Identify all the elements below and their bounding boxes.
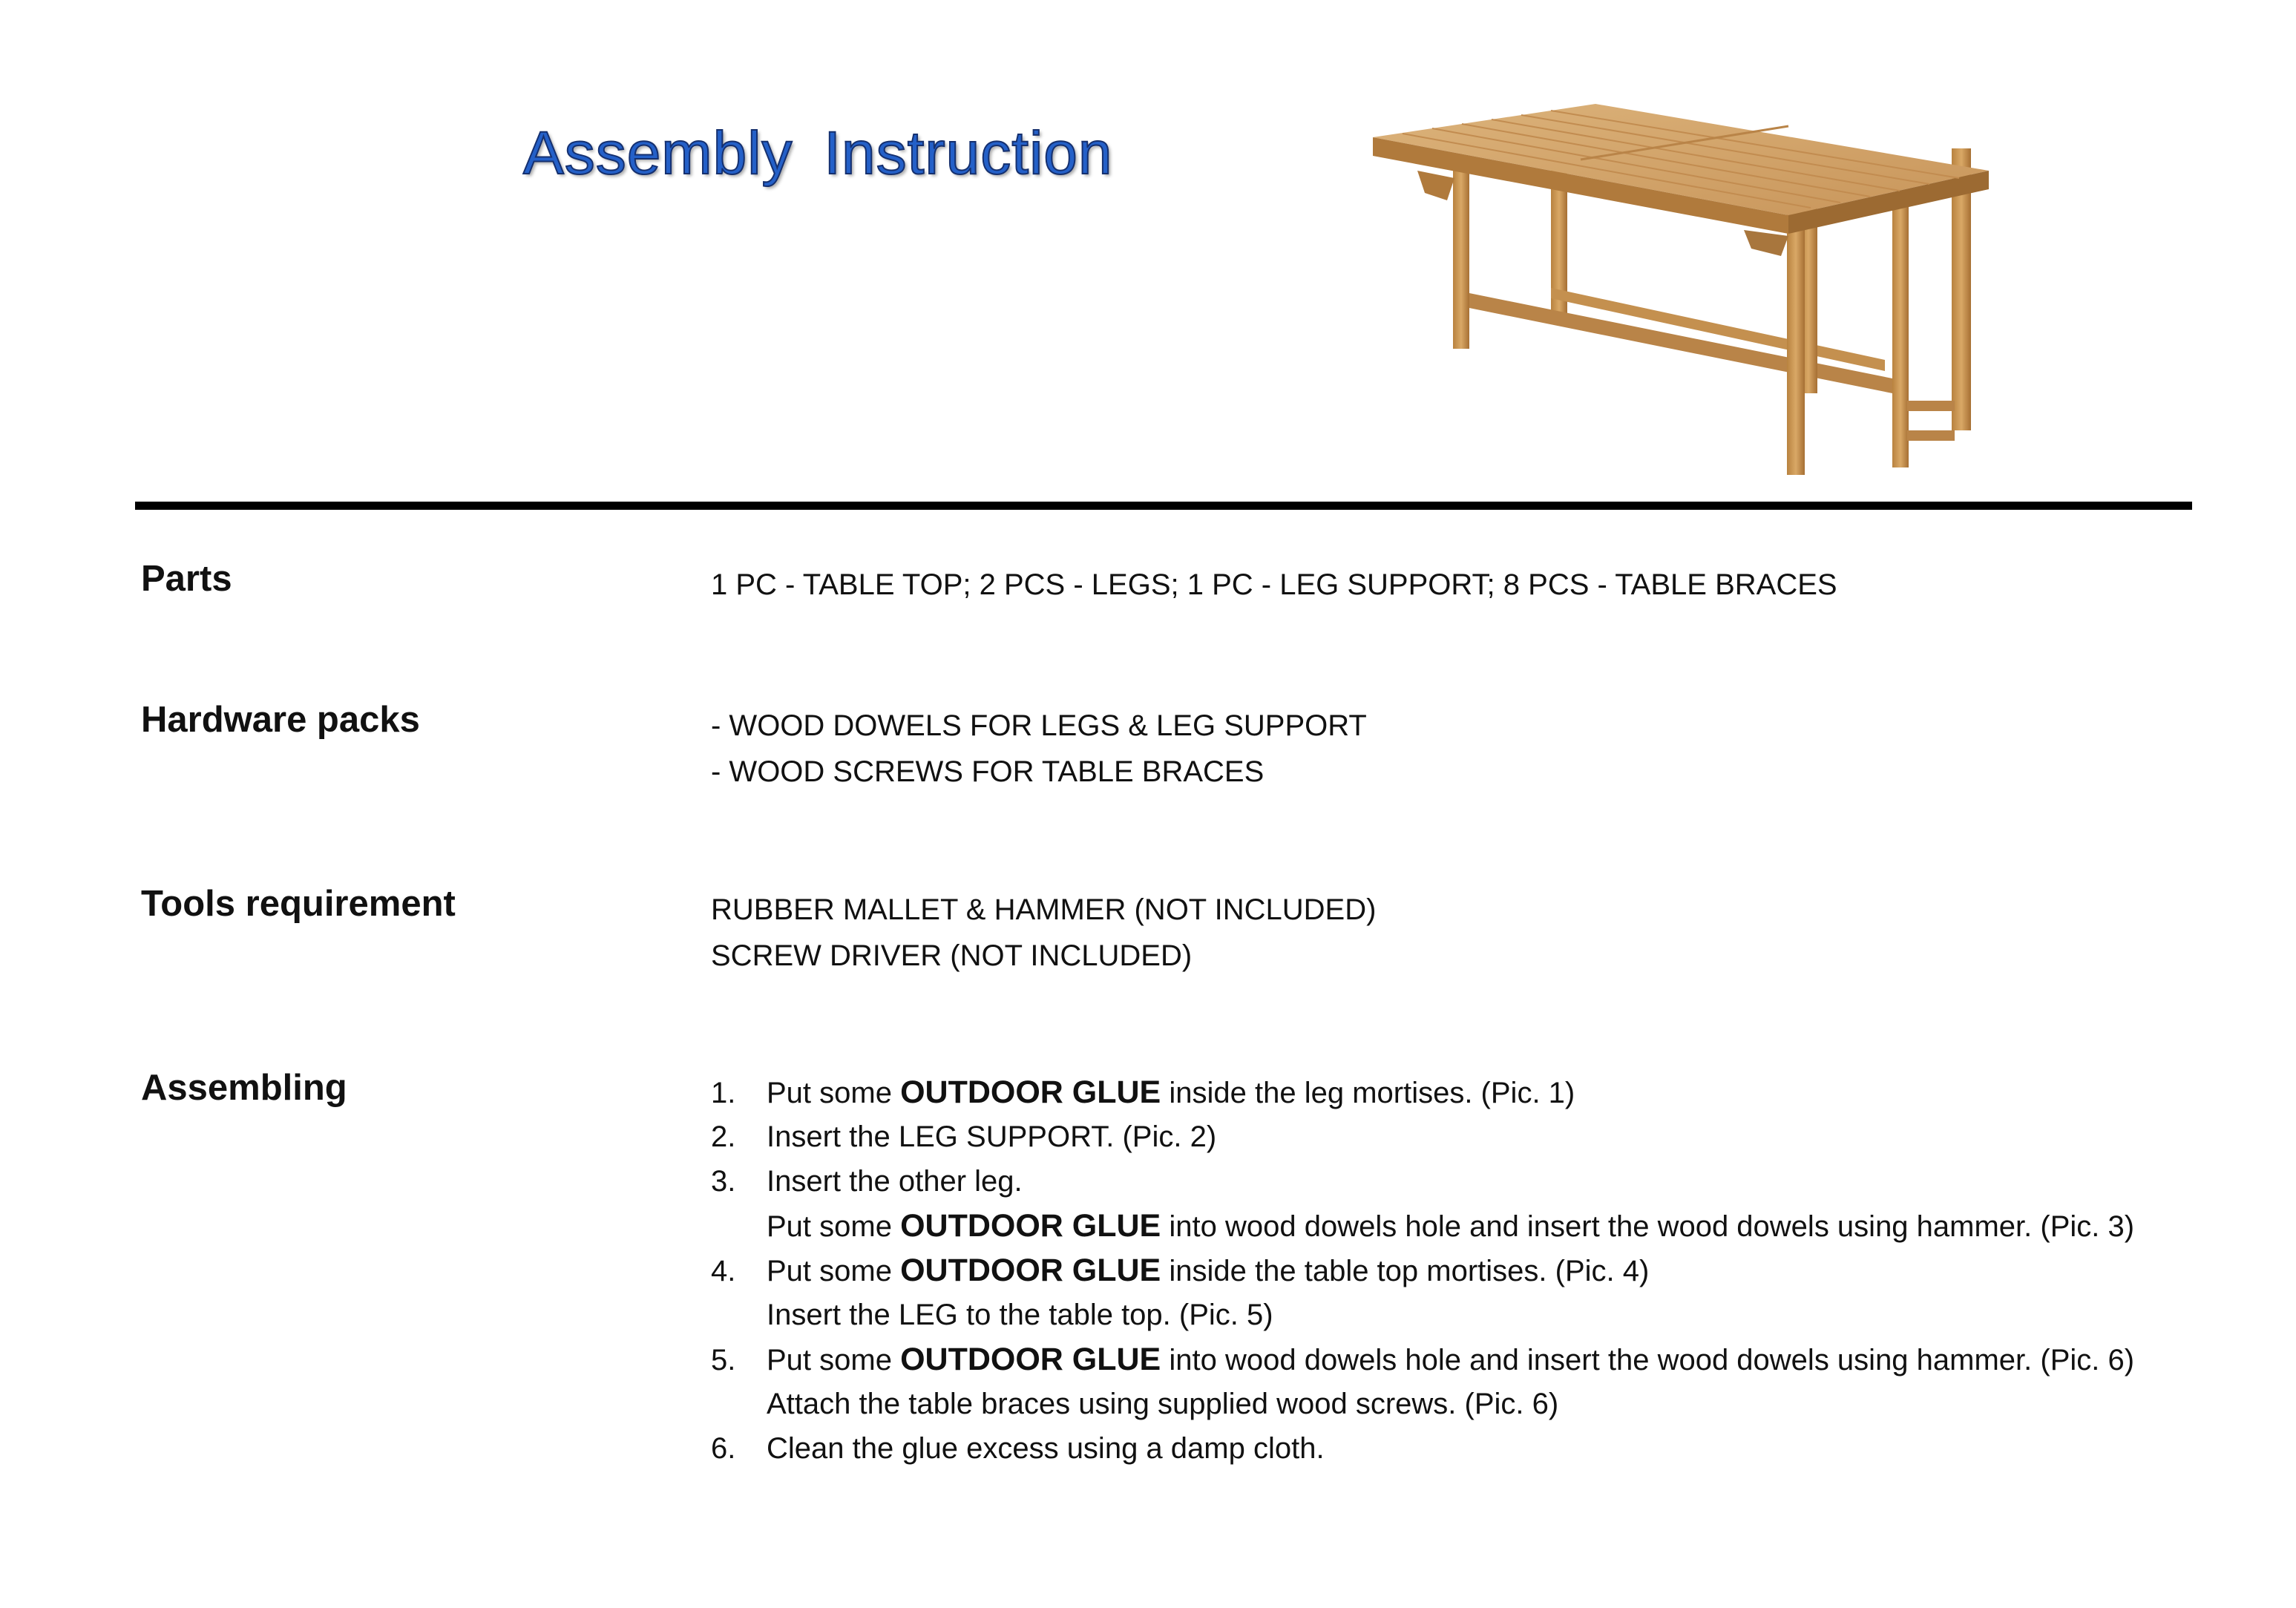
tools-line: SCREW DRIVER (NOT INCLUDED)	[711, 939, 1193, 972]
step-text: Put some	[767, 1255, 901, 1287]
step-5-continuation: Attach the table braces using supplied wood screws. (Pic. 6)	[767, 1388, 1559, 1420]
hardware-list	[711, 703, 1367, 795]
tools-label: Tools requirement	[141, 884, 456, 924]
section-divider	[135, 502, 2192, 510]
hardware-line: - WOOD DOWELS FOR LEGS & LEG SUPPORT	[711, 709, 1367, 742]
parts-line: 1 PC - TABLE TOP; 2 PCS - LEGS; 1 PC - LEG SUPPORT; 8 PCS - TABLE BRACES	[711, 568, 1837, 601]
step-text: Put some	[767, 1210, 901, 1243]
assembling-label: Assembling	[141, 1068, 347, 1108]
step-text: Insert the LEG SUPPORT. (Pic. 2)	[767, 1120, 1217, 1153]
step-text: inside the leg mortises. (Pic. 1)	[1161, 1077, 1575, 1109]
step-number: 4.	[711, 1255, 736, 1287]
step-5	[711, 1337, 2134, 1382]
tools-list	[711, 887, 1376, 979]
step-6	[711, 1426, 2134, 1471]
step-text: Clean the glue excess using a damp cloth.	[767, 1432, 1325, 1465]
parts-label: Parts	[141, 559, 232, 599]
teak-table-image	[1373, 104, 1989, 482]
step-4-continuation: Insert the LEG to the table top. (Pic. 5)	[767, 1299, 1273, 1331]
step-text: inside the table top mortises. (Pic. 4)	[1161, 1255, 1650, 1287]
step-text: Insert the other leg.	[767, 1165, 1023, 1198]
step-4	[711, 1248, 2134, 1293]
step-emphasis: OUTDOOR GLUE	[900, 1342, 1161, 1377]
hardware-label: Hardware packs	[141, 700, 420, 740]
step-number: 3.	[711, 1165, 736, 1198]
assembly-steps	[711, 1070, 2134, 1471]
tools-line: RUBBER MALLET & HAMMER (NOT INCLUDED)	[711, 893, 1377, 926]
step-emphasis: OUTDOOR GLUE	[900, 1074, 1161, 1110]
step-text: into wood dowels hole and insert the wood dowels using hammer. (Pic. 6)	[1161, 1344, 2135, 1376]
step-number: 2.	[711, 1120, 736, 1153]
step-3-continuation	[711, 1204, 2134, 1248]
step-2	[711, 1115, 2134, 1159]
step-text: Put some	[767, 1344, 901, 1376]
step-emphasis: OUTDOOR GLUE	[900, 1208, 1161, 1244]
step-text: Put some	[767, 1077, 901, 1109]
parts-list	[711, 562, 1837, 608]
page-title: Assembly Instruction	[523, 119, 1113, 187]
hardware-line: - WOOD SCREWS FOR TABLE BRACES	[711, 755, 1265, 788]
step-emphasis: OUTDOOR GLUE	[900, 1253, 1161, 1288]
step-number: 6.	[711, 1432, 736, 1465]
step-number: 5.	[711, 1344, 736, 1376]
step-number: 1.	[711, 1077, 736, 1109]
step-1	[711, 1070, 2134, 1115]
step-3	[711, 1159, 2134, 1204]
step-text: into wood dowels hole and insert the wood dowels using hammer. (Pic. 3)	[1161, 1210, 2135, 1243]
